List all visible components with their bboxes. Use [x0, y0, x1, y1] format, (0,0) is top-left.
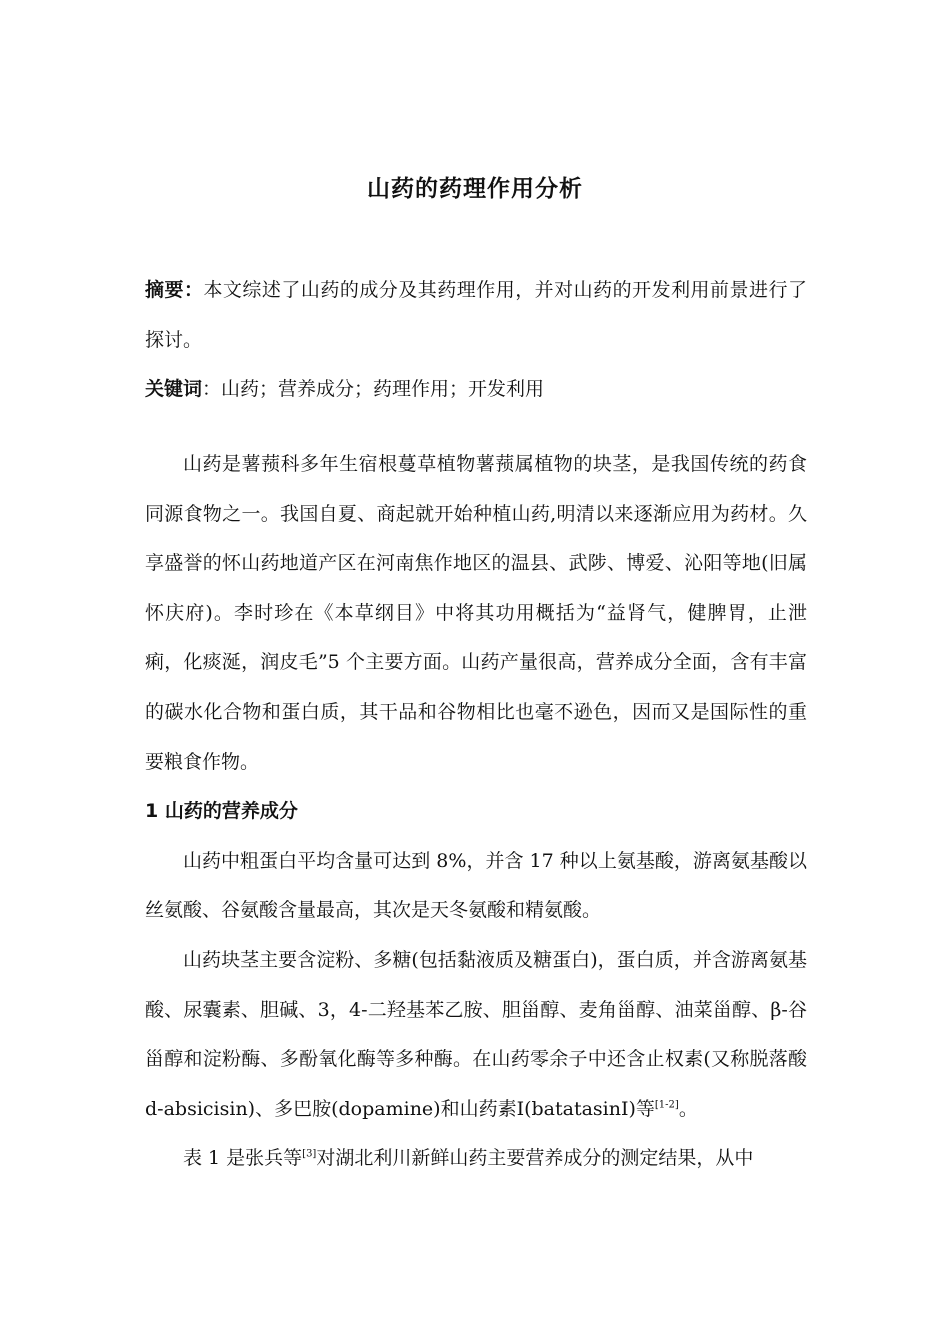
section1-paragraph-2-text: 山药块茎主要含淀粉、多糖(包括黏液质及糖蛋白)，蛋白质，并含游离氨基酸、尿囊素、胆碱、3，4-二羟基苯乙胺、胆甾醇、麦角甾醇、油菜甾醇、β-谷甾醇和淀粉酶、多酚氧化酶等多种酶。在山药零余子中还含止权素(又称脱落酸 d-absicisin)、多巴胺(dopamine)和山药素Ⅰ(batatasinⅠ)等 — [145, 948, 807, 1120]
section1-paragraph-2 — [145, 936, 807, 1134]
section1-paragraph-3-start: 表 1 是张兵等 — [183, 1147, 303, 1170]
section1-paragraph-3 — [145, 1134, 807, 1184]
abstract-text: 本文综述了山药的成分及其药理作用，并对山药的开发利用前景进行了探讨。 — [145, 279, 807, 351]
keywords-label: 关键词 — [145, 378, 203, 401]
keywords-paragraph — [145, 365, 807, 415]
section1-paragraph-3-text: 对湖北利川新鲜山药主要营养成分的测定结果，从中 — [316, 1147, 754, 1170]
section1-paragraph-2-end: 。 — [678, 1097, 698, 1120]
citation-ref: [3] — [302, 1148, 317, 1160]
intro-paragraph: 山药是薯蓣科多年生宿根蔓草植物薯蓣属植物的块茎，是我国传统的药食同源食物之一。我国自夏、商起就开始种植山药,明清以来逐渐应用为药材。久享盛誉的怀山药地道产区在河南焦作地区的温县、武陟、博爱、沁阳等地(旧属怀庆府)。李时珍在《本草纲目》中将其功用概括为“益肾气，健脾胃，止泄痢，化痰涎，润皮毛”5 个主要方面。山药产量很高，营养成分全面，含有丰富的碳水化合物和蛋白质，其干品和谷物相比也毫不逊色，因而又是国际性的重要粮食作物。 — [145, 453, 807, 773]
keywords-text: ：山药；营养成分；药理作用；开发利用 — [202, 378, 545, 401]
citation-ref: [1-2] — [654, 1099, 679, 1111]
abstract-label: 摘要： — [145, 279, 204, 301]
section1-paragraph-1: 山药中粗蛋白平均含量可达到 8%，并含 17 种以上氨基酸，游离氨基酸以丝氨酸、谷氨酸含量最高，其次是天冬氨酸和精氨酸。 — [145, 849, 807, 922]
section-heading-1: 1 山药的营养成分 — [145, 800, 298, 823]
main-body — [145, 440, 807, 1184]
abstract-paragraph — [145, 266, 807, 365]
abstract-block — [145, 266, 807, 415]
page-title: 山药的药理作用分析 — [367, 176, 583, 202]
